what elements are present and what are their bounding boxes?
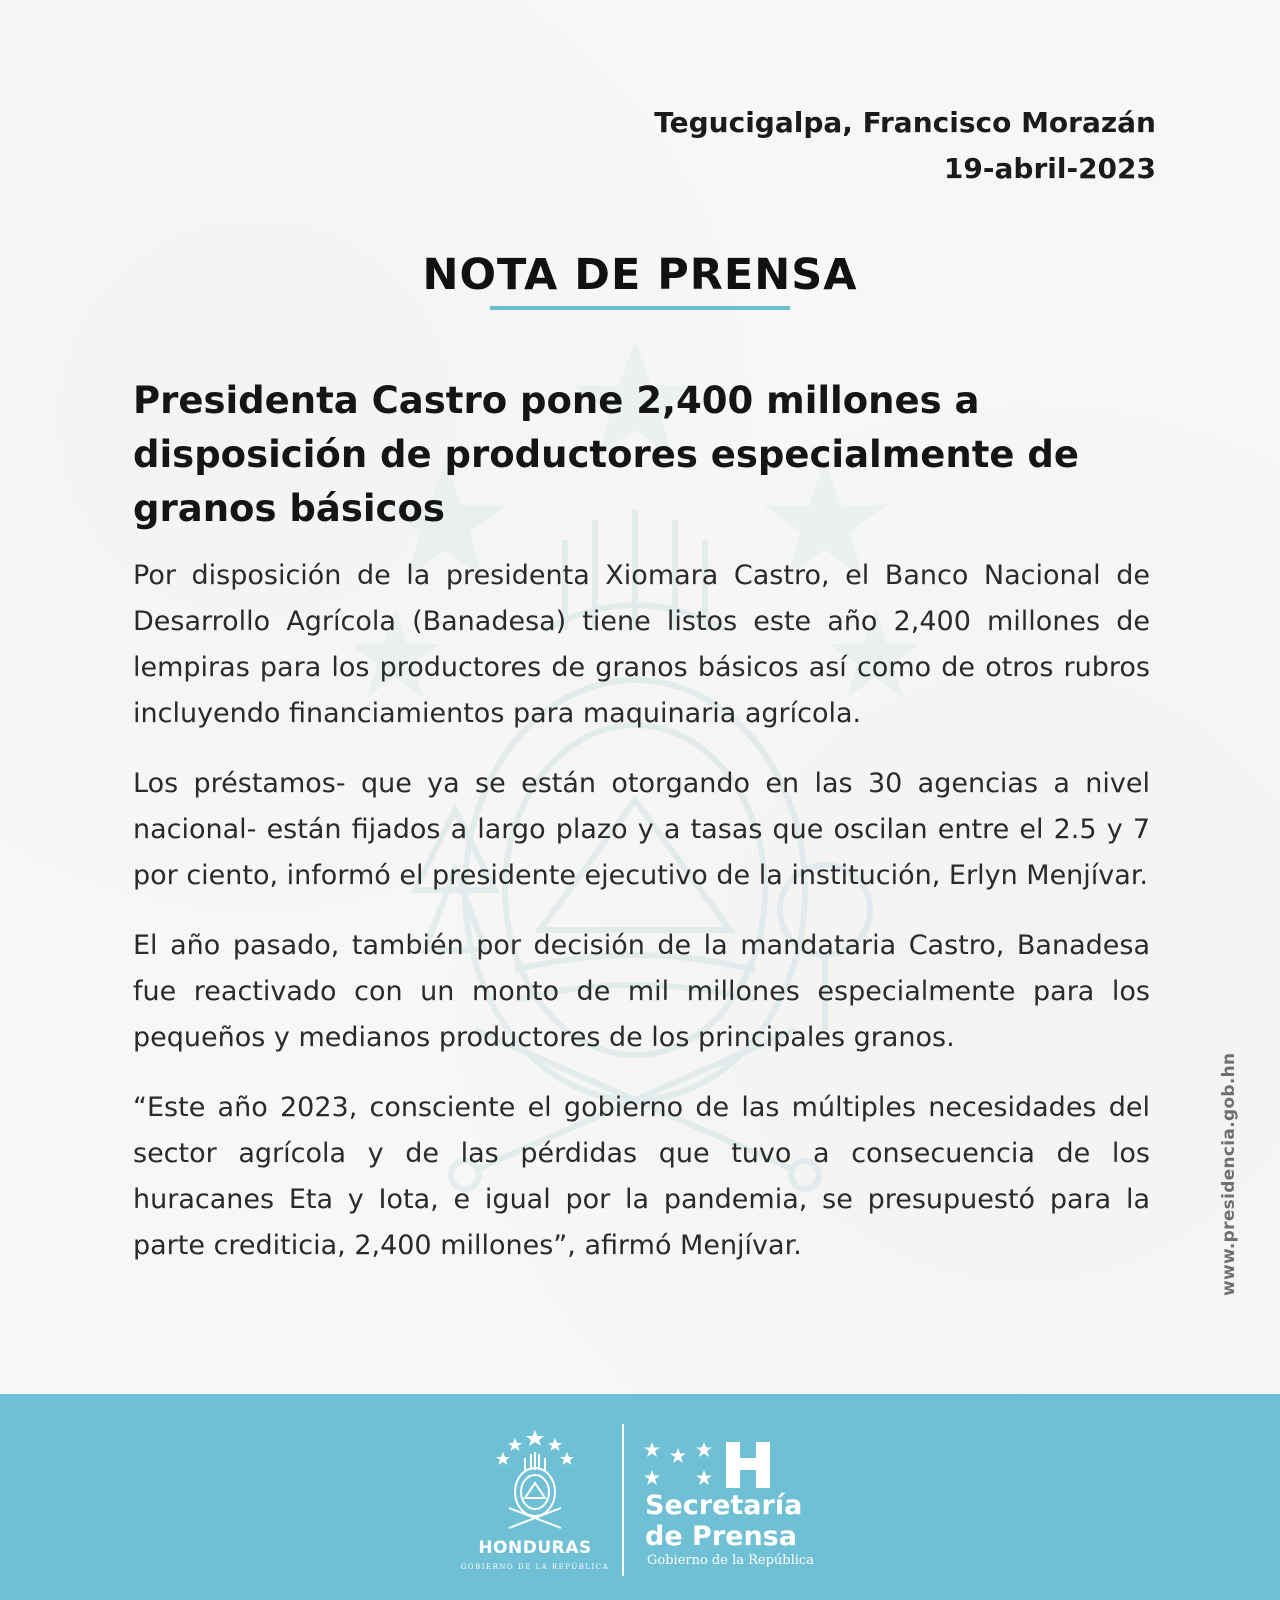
office-subtitle: Gobierno de la República	[647, 1553, 814, 1568]
heading-underline	[490, 306, 790, 310]
paragraph: “Este año 2023, consciente el gobierno de las múltiples necesidades del sector agrícola y de las pérdidas que tuvo a consecuencia de los huracanes Eta y Iota, e igual por la pandemia, se presupuestó para la parte crediticia, 2,400 millones”, afirmó Menjívar.	[133, 1092, 1150, 1261]
release-date: 19-abril-2023	[943, 152, 1156, 185]
five-stars-icon	[644, 1440, 716, 1492]
footer-divider	[622, 1424, 624, 1576]
honduras-emblem-icon	[495, 1428, 575, 1538]
office-name	[645, 1490, 802, 1552]
h-logo-icon	[724, 1440, 772, 1490]
press-body	[133, 553, 1150, 1293]
country-subtitle: GOBIERNO DE LA REPÚBLICA	[460, 1563, 610, 1571]
heading-wrapper	[0, 250, 1280, 300]
paragraph: Por disposición de la presidenta Xiomara Castro, el Banco Nacional de Desarrollo Agrícola (Banadesa) tiene listos este año 2,400 millones de lempiras para los productores de granos básicos así como de otros rubros incluyendo financiamientos para maquinaria agrícola.	[133, 560, 1150, 729]
location-city: Tegucigalpa, Francisco Morazán	[654, 106, 1156, 139]
paragraph: Los préstamos- que ya se están otorgando en las 30 agencias a nivel nacional- están fijados a largo plazo y a tasas que oscilan entre el 2.5 y 7 por ciento, informó el presidente ejecutivo de la institución, Erlyn Menjívar.	[133, 768, 1150, 891]
press-title: Presidenta Castro pone 2,400 millones a disposición de productores especialmente de granos básicos	[133, 379, 1079, 530]
document-heading: NOTA DE PRENSA	[422, 250, 858, 300]
office-name-line1: Secretaría	[645, 1490, 803, 1521]
country-name: HONDURAS	[478, 1538, 592, 1558]
paragraph: El año pasado, también por decisión de la mandataria Castro, Banadesa fue reactivado con un monto de mil millones especialmente para los pequeños y medianos productores de los principales granos.	[133, 930, 1150, 1053]
footer-band	[0, 1394, 1280, 1600]
location-block	[654, 100, 1156, 192]
office-name-line2: de Prensa	[645, 1521, 797, 1552]
website-url: www.presidencia.gob.hn	[1219, 1052, 1239, 1296]
